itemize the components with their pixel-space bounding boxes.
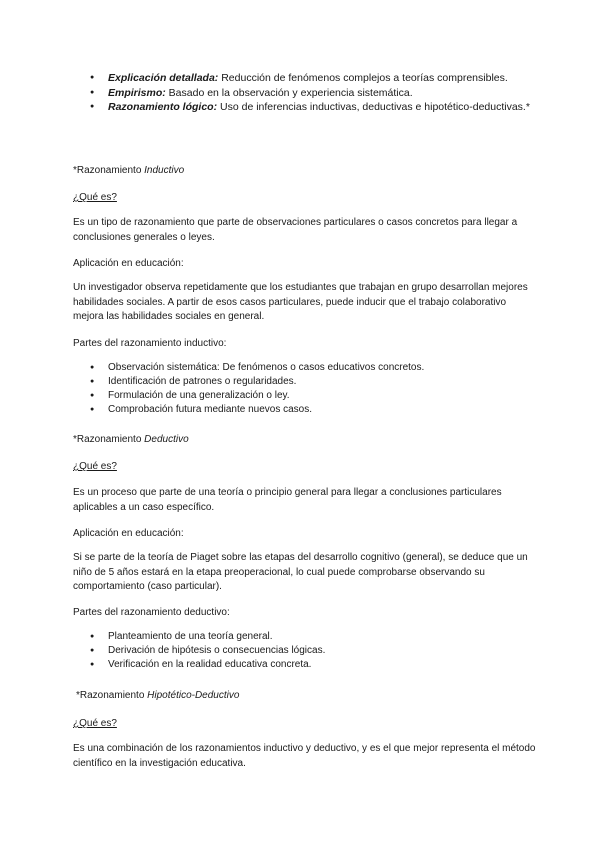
what-is-label: ¿Qué es? bbox=[73, 461, 117, 472]
list-item: ● Empirismo: Basado en la observación y experiencia sistemática. bbox=[90, 86, 540, 101]
parts-label: Partes del razonamiento deductivo: bbox=[73, 607, 230, 618]
list-item: ● Comprobación futura mediante nuevos casos. bbox=[90, 403, 540, 417]
parts-label: Partes del razonamiento inductivo: bbox=[73, 338, 227, 349]
section-heading-deductive: *Razonamiento Deductivo bbox=[73, 434, 189, 445]
list-item: ● Explicación detallada: Reducción de fenómenos complejos a teorías comprensibles. bbox=[90, 71, 540, 86]
application-label: Aplicación en educación: bbox=[73, 258, 184, 269]
list-item: ● Formulación de una generalización o ley. bbox=[90, 389, 540, 403]
list-item: ● Identificación de patrones o regularidades. bbox=[90, 375, 540, 389]
parts-list-inductive bbox=[90, 361, 540, 417]
application-text: Si se parte de la teoría de Piaget sobre las etapas del desarrollo cognitivo (general), se deduce que un niño de 5 años estará en la etapa preoperacional, lo cual puede comprobarse observando su comportamiento (caso particular). bbox=[73, 552, 528, 592]
list-item: ● Observación sistemática: De fenómenos o casos educativos concretos. bbox=[90, 361, 540, 375]
application-text: Un investigador observa repetidamente que los estudiantes que trabajan en grupo desarrollan mejores habilidades sociales. A partir de esos casos particulares, puede inducir que el trabajo colaborativo mejora las habilidades sociales en general. bbox=[73, 282, 528, 322]
definition-text: Es un proceso que parte de una teoría o principio general para llegar a conclusiones particulares aplicables a un caso específico. bbox=[73, 487, 502, 513]
definition-text: Es un tipo de razonamiento que parte de observaciones particulares o casos concretos para llegar a conclusiones generales o leyes. bbox=[73, 217, 518, 243]
list-item: ● Derivación de hipótesis o consecuencias lógicas. bbox=[90, 644, 540, 658]
list-item: ● Razonamiento lógico: Uso de inferencias inductivas, deductivas e hipotético-deductivas.* bbox=[90, 100, 540, 115]
parts-list-deductive bbox=[90, 630, 540, 672]
section-heading-inductive: *Razonamiento Inductivo bbox=[73, 165, 185, 176]
what-is-label: ¿Qué es? bbox=[73, 192, 117, 203]
what-is-label: ¿Qué es? bbox=[73, 718, 117, 729]
application-label: Aplicación en educación: bbox=[73, 528, 184, 539]
definition-text: Es una combinación de los razonamientos inductivo y deductivo, y es el que mejor representa el método científico en la investigación educativa. bbox=[73, 743, 536, 769]
intro-list bbox=[90, 71, 540, 115]
section-heading-hypothetico: *Razonamiento Hipotético-Deductivo bbox=[76, 690, 240, 701]
list-item: ● Verificación en la realidad educativa concreta. bbox=[90, 658, 540, 672]
list-item: ● Planteamiento de una teoría general. bbox=[90, 630, 540, 644]
